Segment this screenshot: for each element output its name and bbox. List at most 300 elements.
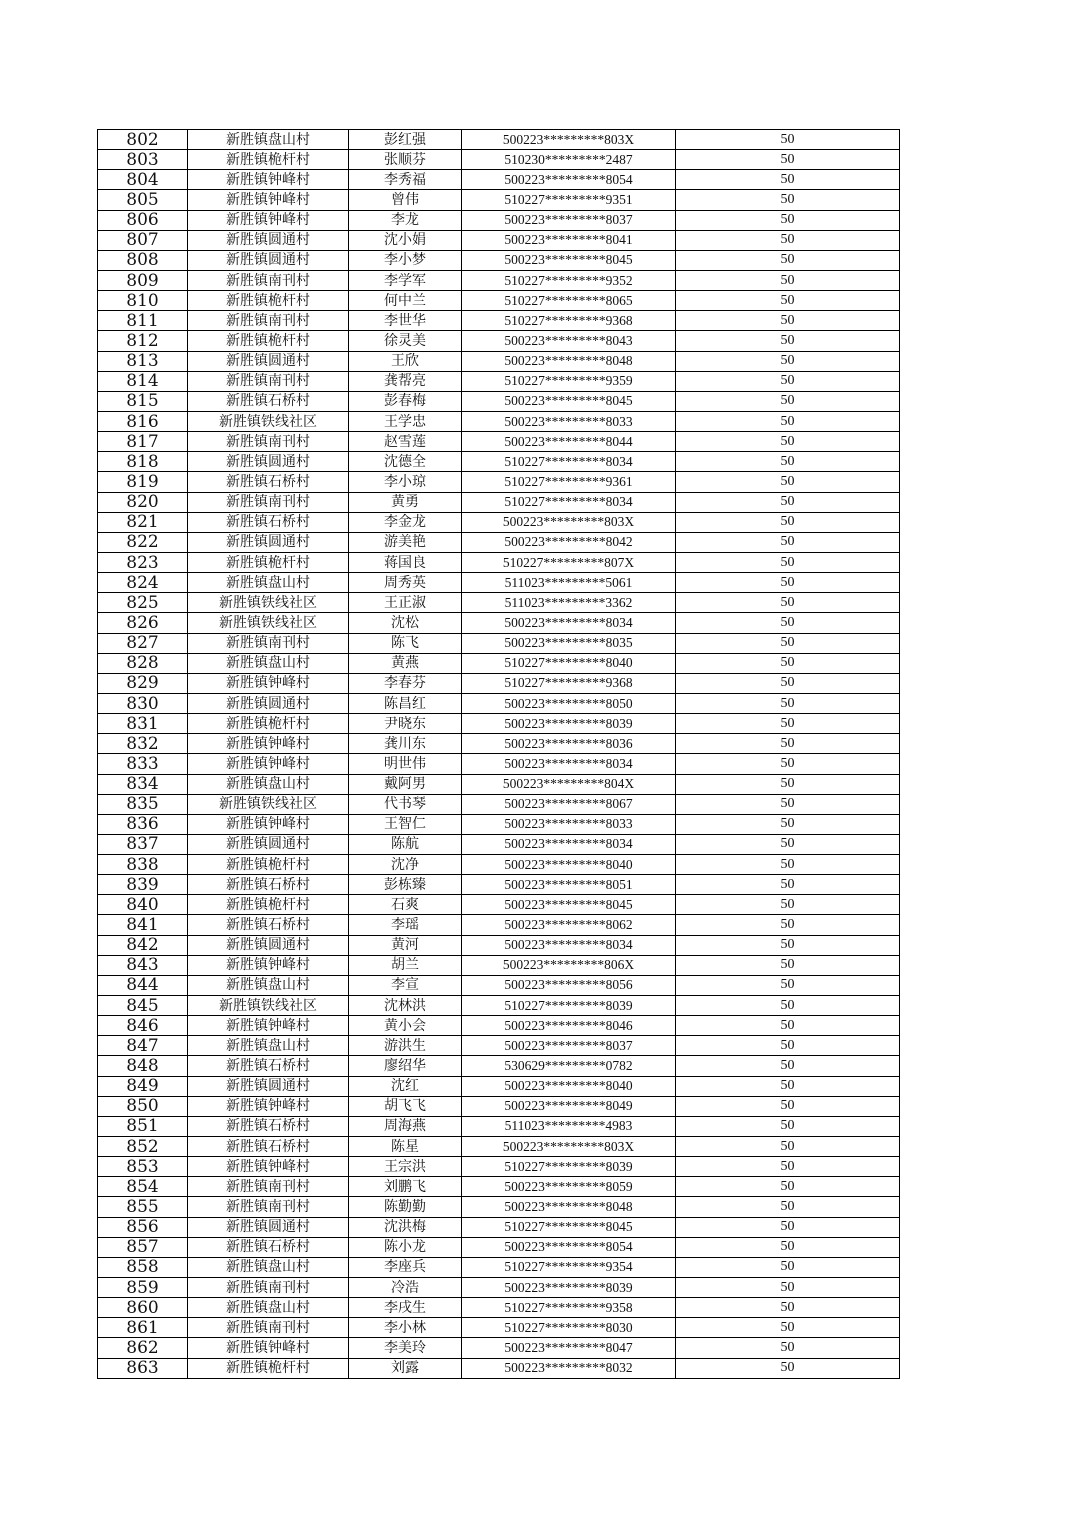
id-number-cell: 500223*********803X xyxy=(462,130,676,150)
id-number-cell: 500223*********8045 xyxy=(462,250,676,270)
person-name-cell: 李宣 xyxy=(349,975,462,995)
row-number-cell: 824 xyxy=(98,573,188,593)
table-row xyxy=(98,794,900,814)
amount-cell: 50 xyxy=(676,1217,900,1237)
amount-cell: 50 xyxy=(676,1237,900,1257)
village-cell: 新胜镇盘山村 xyxy=(188,1298,349,1318)
table-row xyxy=(98,714,900,734)
table-row xyxy=(98,573,900,593)
amount-cell: 50 xyxy=(676,1278,900,1298)
person-name-cell: 李春芬 xyxy=(349,673,462,693)
table-row xyxy=(98,170,900,190)
amount-cell: 50 xyxy=(676,432,900,452)
row-number-cell: 819 xyxy=(98,472,188,492)
person-name-cell: 张顺芬 xyxy=(349,150,462,170)
table-row xyxy=(98,150,900,170)
village-cell: 新胜镇铁线社区 xyxy=(188,794,349,814)
row-number-cell: 831 xyxy=(98,714,188,734)
person-name-cell: 沈小娟 xyxy=(349,230,462,250)
village-cell: 新胜镇石桥村 xyxy=(188,472,349,492)
id-number-cell: 510227*********9368 xyxy=(462,311,676,331)
id-number-cell: 500223*********8048 xyxy=(462,1197,676,1217)
amount-cell: 50 xyxy=(676,975,900,995)
amount-cell: 50 xyxy=(676,1338,900,1358)
village-cell: 新胜镇圆通村 xyxy=(188,1076,349,1096)
amount-cell: 50 xyxy=(676,1096,900,1116)
village-cell: 新胜镇石桥村 xyxy=(188,1237,349,1257)
id-number-cell: 510227*********8034 xyxy=(462,492,676,512)
row-number-cell: 826 xyxy=(98,613,188,633)
row-number-cell: 814 xyxy=(98,371,188,391)
person-name-cell: 王欣 xyxy=(349,351,462,371)
table-row xyxy=(98,432,900,452)
table-row xyxy=(98,814,900,834)
village-cell: 新胜镇钟峰村 xyxy=(188,1096,349,1116)
row-number-cell: 806 xyxy=(98,210,188,230)
amount-cell: 50 xyxy=(676,1116,900,1136)
person-name-cell: 沈松 xyxy=(349,613,462,633)
person-name-cell: 戴阿男 xyxy=(349,774,462,794)
amount-cell: 50 xyxy=(676,855,900,875)
person-name-cell: 沈德全 xyxy=(349,452,462,472)
id-number-cell: 500223*********8033 xyxy=(462,411,676,431)
row-number-cell: 846 xyxy=(98,1016,188,1036)
row-number-cell: 854 xyxy=(98,1177,188,1197)
table-row xyxy=(98,1237,900,1257)
table-row xyxy=(98,1257,900,1277)
row-number-cell: 836 xyxy=(98,814,188,834)
table-row xyxy=(98,351,900,371)
amount-cell: 50 xyxy=(676,714,900,734)
village-cell: 新胜镇石桥村 xyxy=(188,1116,349,1136)
amount-cell: 50 xyxy=(676,1036,900,1056)
table-row xyxy=(98,1116,900,1136)
id-number-cell: 500223*********8056 xyxy=(462,975,676,995)
row-number-cell: 858 xyxy=(98,1257,188,1277)
id-number-cell: 500223*********8043 xyxy=(462,331,676,351)
village-cell: 新胜镇盘山村 xyxy=(188,1036,349,1056)
amount-cell: 50 xyxy=(676,653,900,673)
person-name-cell: 明世伟 xyxy=(349,754,462,774)
village-cell: 新胜镇钟峰村 xyxy=(188,814,349,834)
village-cell: 新胜镇钟峰村 xyxy=(188,673,349,693)
row-number-cell: 838 xyxy=(98,855,188,875)
table-row xyxy=(98,371,900,391)
person-name-cell: 刘露 xyxy=(349,1358,462,1378)
id-number-cell: 500223*********8034 xyxy=(462,935,676,955)
amount-cell: 50 xyxy=(676,573,900,593)
id-number-cell: 500223*********8034 xyxy=(462,834,676,854)
amount-cell: 50 xyxy=(676,291,900,311)
amount-cell: 50 xyxy=(676,1177,900,1197)
person-name-cell: 陈昌红 xyxy=(349,693,462,713)
id-number-cell: 500223*********8033 xyxy=(462,814,676,834)
person-name-cell: 李座兵 xyxy=(349,1257,462,1277)
table-row xyxy=(98,673,900,693)
person-name-cell: 彭红强 xyxy=(349,130,462,150)
person-name-cell: 胡飞飞 xyxy=(349,1096,462,1116)
id-number-cell: 500223*********8037 xyxy=(462,210,676,230)
person-name-cell: 李小琼 xyxy=(349,472,462,492)
table-row xyxy=(98,512,900,532)
row-number-cell: 825 xyxy=(98,593,188,613)
amount-cell: 50 xyxy=(676,673,900,693)
amount-cell: 50 xyxy=(676,170,900,190)
amount-cell: 50 xyxy=(676,512,900,532)
person-name-cell: 游洪生 xyxy=(349,1036,462,1056)
village-cell: 新胜镇圆通村 xyxy=(188,693,349,713)
person-name-cell: 曾伟 xyxy=(349,190,462,210)
id-number-cell: 500223*********8046 xyxy=(462,1016,676,1036)
row-number-cell: 813 xyxy=(98,351,188,371)
amount-cell: 50 xyxy=(676,1257,900,1277)
amount-cell: 50 xyxy=(676,210,900,230)
id-number-cell: 510227*********9358 xyxy=(462,1298,676,1318)
person-name-cell: 陈飞 xyxy=(349,633,462,653)
amount-cell: 50 xyxy=(676,1076,900,1096)
amount-cell: 50 xyxy=(676,552,900,572)
table-row xyxy=(98,1137,900,1157)
amount-cell: 50 xyxy=(676,130,900,150)
amount-cell: 50 xyxy=(676,593,900,613)
table-row xyxy=(98,472,900,492)
person-name-cell: 赵雪莲 xyxy=(349,432,462,452)
person-name-cell: 陈航 xyxy=(349,834,462,854)
village-cell: 新胜镇圆通村 xyxy=(188,250,349,270)
row-number-cell: 839 xyxy=(98,875,188,895)
id-number-cell: 500223*********8054 xyxy=(462,1237,676,1257)
person-name-cell: 周秀英 xyxy=(349,573,462,593)
id-number-cell: 530629*********0782 xyxy=(462,1056,676,1076)
person-name-cell: 彭栋臻 xyxy=(349,875,462,895)
village-cell: 新胜镇圆通村 xyxy=(188,230,349,250)
table-row xyxy=(98,230,900,250)
amount-cell: 50 xyxy=(676,774,900,794)
village-cell: 新胜镇桅杆村 xyxy=(188,855,349,875)
village-cell: 新胜镇铁线社区 xyxy=(188,996,349,1016)
id-number-cell: 500223*********8062 xyxy=(462,915,676,935)
id-number-cell: 511023*********5061 xyxy=(462,573,676,593)
row-number-cell: 844 xyxy=(98,975,188,995)
village-cell: 新胜镇钟峰村 xyxy=(188,1338,349,1358)
amount-cell: 50 xyxy=(676,452,900,472)
village-cell: 新胜镇南刊村 xyxy=(188,270,349,290)
row-number-cell: 815 xyxy=(98,391,188,411)
id-number-cell: 500223*********803X xyxy=(462,1137,676,1157)
village-cell: 新胜镇南刊村 xyxy=(188,1278,349,1298)
id-number-cell: 510230*********2487 xyxy=(462,150,676,170)
id-number-cell: 510227*********8039 xyxy=(462,996,676,1016)
row-number-cell: 832 xyxy=(98,734,188,754)
id-number-cell: 500223*********8049 xyxy=(462,1096,676,1116)
person-name-cell: 沈林洪 xyxy=(349,996,462,1016)
table-row xyxy=(98,532,900,552)
person-name-cell: 黄燕 xyxy=(349,653,462,673)
village-cell: 新胜镇南刊村 xyxy=(188,311,349,331)
amount-cell: 50 xyxy=(676,1298,900,1318)
table-row xyxy=(98,1177,900,1197)
village-cell: 新胜镇钟峰村 xyxy=(188,170,349,190)
table-row xyxy=(98,754,900,774)
id-number-cell: 510227*********8034 xyxy=(462,452,676,472)
id-number-cell: 500223*********8067 xyxy=(462,794,676,814)
row-number-cell: 852 xyxy=(98,1137,188,1157)
amount-cell: 50 xyxy=(676,734,900,754)
amount-cell: 50 xyxy=(676,1137,900,1157)
table-row xyxy=(98,1036,900,1056)
row-number-cell: 809 xyxy=(98,270,188,290)
id-number-cell: 510227*********8040 xyxy=(462,653,676,673)
village-cell: 新胜镇桅杆村 xyxy=(188,1358,349,1378)
id-number-cell: 500223*********8050 xyxy=(462,693,676,713)
id-number-cell: 500223*********8042 xyxy=(462,532,676,552)
person-name-cell: 冷浩 xyxy=(349,1278,462,1298)
row-number-cell: 843 xyxy=(98,955,188,975)
village-cell: 新胜镇钟峰村 xyxy=(188,1157,349,1177)
amount-cell: 50 xyxy=(676,311,900,331)
amount-cell: 50 xyxy=(676,875,900,895)
village-cell: 新胜镇圆通村 xyxy=(188,834,349,854)
table-row xyxy=(98,391,900,411)
amount-cell: 50 xyxy=(676,190,900,210)
id-number-cell: 500223*********804X xyxy=(462,774,676,794)
amount-cell: 50 xyxy=(676,1358,900,1378)
table-row xyxy=(98,955,900,975)
row-number-cell: 859 xyxy=(98,1278,188,1298)
row-number-cell: 863 xyxy=(98,1358,188,1378)
amount-cell: 50 xyxy=(676,1157,900,1177)
amount-cell: 50 xyxy=(676,613,900,633)
person-name-cell: 沈红 xyxy=(349,1076,462,1096)
row-number-cell: 810 xyxy=(98,291,188,311)
id-number-cell: 500223*********8037 xyxy=(462,1036,676,1056)
table-row xyxy=(98,190,900,210)
table-row xyxy=(98,1197,900,1217)
person-name-cell: 尹晓东 xyxy=(349,714,462,734)
village-cell: 新胜镇圆通村 xyxy=(188,532,349,552)
amount-cell: 50 xyxy=(676,1318,900,1338)
table-row xyxy=(98,593,900,613)
id-number-cell: 510227*********9359 xyxy=(462,371,676,391)
table-row xyxy=(98,250,900,270)
row-number-cell: 860 xyxy=(98,1298,188,1318)
id-number-cell: 500223*********8039 xyxy=(462,714,676,734)
village-cell: 新胜镇钟峰村 xyxy=(188,734,349,754)
row-number-cell: 833 xyxy=(98,754,188,774)
person-name-cell: 李美玲 xyxy=(349,1338,462,1358)
table-row xyxy=(98,210,900,230)
amount-cell: 50 xyxy=(676,371,900,391)
village-cell: 新胜镇南刊村 xyxy=(188,633,349,653)
id-number-cell: 510227*********9354 xyxy=(462,1257,676,1277)
amount-cell: 50 xyxy=(676,1197,900,1217)
person-name-cell: 黄河 xyxy=(349,935,462,955)
row-number-cell: 830 xyxy=(98,693,188,713)
amount-cell: 50 xyxy=(676,935,900,955)
id-number-cell: 500223*********8047 xyxy=(462,1338,676,1358)
table-row xyxy=(98,1157,900,1177)
person-name-cell: 李金龙 xyxy=(349,512,462,532)
village-cell: 新胜镇盘山村 xyxy=(188,975,349,995)
row-number-cell: 862 xyxy=(98,1338,188,1358)
amount-cell: 50 xyxy=(676,895,900,915)
id-number-cell: 500223*********8051 xyxy=(462,875,676,895)
village-cell: 新胜镇盘山村 xyxy=(188,653,349,673)
table-row xyxy=(98,492,900,512)
village-cell: 新胜镇钟峰村 xyxy=(188,190,349,210)
row-number-cell: 823 xyxy=(98,552,188,572)
village-cell: 新胜镇桅杆村 xyxy=(188,291,349,311)
id-number-cell: 500223*********8044 xyxy=(462,432,676,452)
amount-cell: 50 xyxy=(676,492,900,512)
person-name-cell: 沈净 xyxy=(349,855,462,875)
table-row xyxy=(98,1096,900,1116)
village-cell: 新胜镇铁线社区 xyxy=(188,613,349,633)
row-number-cell: 821 xyxy=(98,512,188,532)
person-name-cell: 李秀福 xyxy=(349,170,462,190)
row-number-cell: 835 xyxy=(98,794,188,814)
village-cell: 新胜镇钟峰村 xyxy=(188,754,349,774)
amount-cell: 50 xyxy=(676,754,900,774)
table-row xyxy=(98,552,900,572)
table-row xyxy=(98,975,900,995)
table-row xyxy=(98,915,900,935)
id-number-cell: 500223*********8045 xyxy=(462,895,676,915)
row-number-cell: 820 xyxy=(98,492,188,512)
table-row xyxy=(98,452,900,472)
person-name-cell: 徐灵美 xyxy=(349,331,462,351)
row-number-cell: 834 xyxy=(98,774,188,794)
village-cell: 新胜镇圆通村 xyxy=(188,935,349,955)
amount-cell: 50 xyxy=(676,411,900,431)
table-row xyxy=(98,1298,900,1318)
amount-cell: 50 xyxy=(676,633,900,653)
table-row xyxy=(98,1016,900,1036)
table-row xyxy=(98,1318,900,1338)
village-cell: 新胜镇铁线社区 xyxy=(188,593,349,613)
village-cell: 新胜镇铁线社区 xyxy=(188,411,349,431)
village-cell: 新胜镇南刊村 xyxy=(188,371,349,391)
amount-cell: 50 xyxy=(676,1016,900,1036)
person-name-cell: 廖绍华 xyxy=(349,1056,462,1076)
id-number-cell: 510227*********9352 xyxy=(462,270,676,290)
village-cell: 新胜镇桅杆村 xyxy=(188,895,349,915)
row-number-cell: 816 xyxy=(98,411,188,431)
village-cell: 新胜镇圆通村 xyxy=(188,1217,349,1237)
person-name-cell: 周海燕 xyxy=(349,1116,462,1136)
amount-cell: 50 xyxy=(676,532,900,552)
id-number-cell: 500223*********8034 xyxy=(462,613,676,633)
row-number-cell: 840 xyxy=(98,895,188,915)
row-number-cell: 861 xyxy=(98,1318,188,1338)
table-row xyxy=(98,895,900,915)
table-row xyxy=(98,411,900,431)
row-number-cell: 851 xyxy=(98,1116,188,1136)
id-number-cell: 500223*********8035 xyxy=(462,633,676,653)
row-number-cell: 827 xyxy=(98,633,188,653)
village-cell: 新胜镇桅杆村 xyxy=(188,714,349,734)
id-number-cell: 500223*********803X xyxy=(462,512,676,532)
village-cell: 新胜镇石桥村 xyxy=(188,512,349,532)
person-name-cell: 游美艳 xyxy=(349,532,462,552)
id-number-cell: 500223*********8041 xyxy=(462,230,676,250)
village-cell: 新胜镇钟峰村 xyxy=(188,1016,349,1036)
id-number-cell: 500223*********8040 xyxy=(462,1076,676,1096)
amount-cell: 50 xyxy=(676,1056,900,1076)
row-number-cell: 842 xyxy=(98,935,188,955)
id-number-cell: 510227*********8030 xyxy=(462,1318,676,1338)
row-number-cell: 805 xyxy=(98,190,188,210)
id-number-cell: 510227*********9368 xyxy=(462,673,676,693)
village-cell: 新胜镇桅杆村 xyxy=(188,150,349,170)
table-row xyxy=(98,935,900,955)
row-number-cell: 857 xyxy=(98,1237,188,1257)
village-cell: 新胜镇石桥村 xyxy=(188,391,349,411)
amount-cell: 50 xyxy=(676,472,900,492)
row-number-cell: 817 xyxy=(98,432,188,452)
person-name-cell: 王智仁 xyxy=(349,814,462,834)
id-number-cell: 510227*********8045 xyxy=(462,1217,676,1237)
village-cell: 新胜镇盘山村 xyxy=(188,774,349,794)
id-number-cell: 500223*********8045 xyxy=(462,391,676,411)
id-number-cell: 510227*********9361 xyxy=(462,472,676,492)
id-number-cell: 500223*********8059 xyxy=(462,1177,676,1197)
row-number-cell: 837 xyxy=(98,834,188,854)
table-row xyxy=(98,774,900,794)
table-row xyxy=(98,613,900,633)
village-cell: 新胜镇圆通村 xyxy=(188,452,349,472)
row-number-cell: 828 xyxy=(98,653,188,673)
table-row xyxy=(98,855,900,875)
row-number-cell: 847 xyxy=(98,1036,188,1056)
table-row xyxy=(98,291,900,311)
amount-cell: 50 xyxy=(676,834,900,854)
village-cell: 新胜镇南刊村 xyxy=(188,432,349,452)
row-number-cell: 855 xyxy=(98,1197,188,1217)
person-name-cell: 黄小会 xyxy=(349,1016,462,1036)
village-cell: 新胜镇桅杆村 xyxy=(188,552,349,572)
village-cell: 新胜镇盘山村 xyxy=(188,130,349,150)
amount-cell: 50 xyxy=(676,150,900,170)
village-cell: 新胜镇钟峰村 xyxy=(188,955,349,975)
row-number-cell: 856 xyxy=(98,1217,188,1237)
person-name-cell: 王宗洪 xyxy=(349,1157,462,1177)
village-cell: 新胜镇石桥村 xyxy=(188,1137,349,1157)
table-row xyxy=(98,1278,900,1298)
id-number-cell: 511023*********4983 xyxy=(462,1116,676,1136)
table-row xyxy=(98,270,900,290)
row-number-cell: 802 xyxy=(98,130,188,150)
row-number-cell: 845 xyxy=(98,996,188,1016)
table-row xyxy=(98,875,900,895)
person-name-cell: 王正淑 xyxy=(349,593,462,613)
amount-cell: 50 xyxy=(676,270,900,290)
person-name-cell: 石爽 xyxy=(349,895,462,915)
village-cell: 新胜镇石桥村 xyxy=(188,915,349,935)
row-number-cell: 818 xyxy=(98,452,188,472)
person-name-cell: 李学军 xyxy=(349,270,462,290)
person-name-cell: 李小梦 xyxy=(349,250,462,270)
village-cell: 新胜镇南刊村 xyxy=(188,1318,349,1338)
id-number-cell: 500223*********8034 xyxy=(462,754,676,774)
village-cell: 新胜镇石桥村 xyxy=(188,1056,349,1076)
id-number-cell: 510227*********9351 xyxy=(462,190,676,210)
id-number-cell: 500223*********8032 xyxy=(462,1358,676,1378)
person-name-cell: 李小林 xyxy=(349,1318,462,1338)
table-row xyxy=(98,834,900,854)
table-row xyxy=(98,996,900,1016)
person-name-cell: 胡兰 xyxy=(349,955,462,975)
